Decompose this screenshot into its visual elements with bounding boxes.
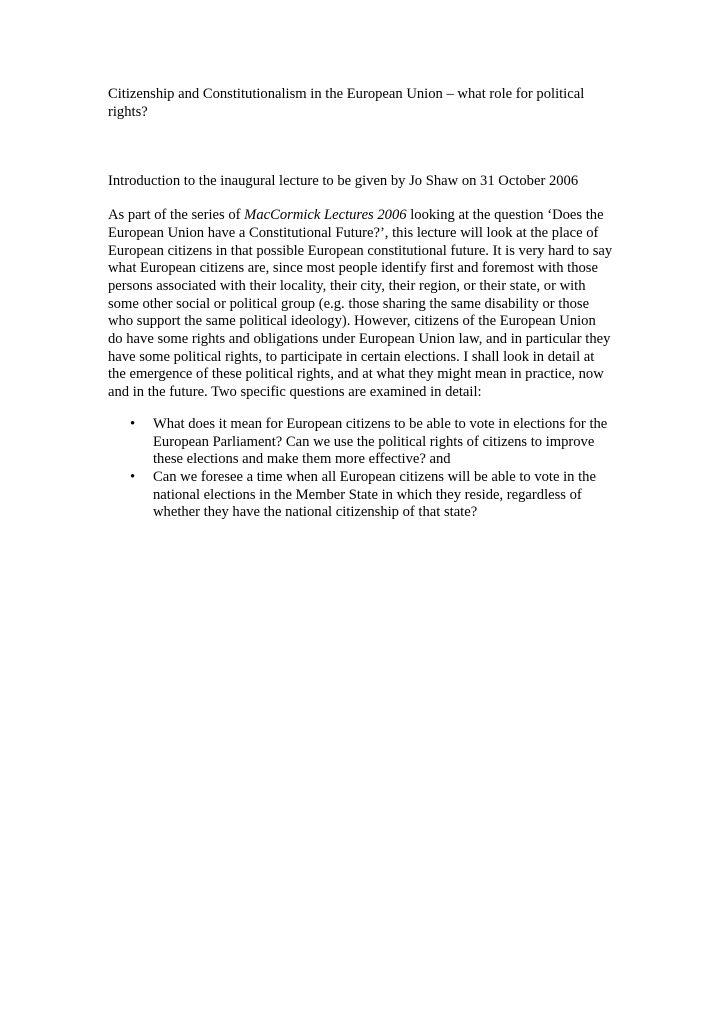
bullet-icon: • — [130, 468, 136, 485]
question-text: What does it mean for European citizens to be able to vote in elections for the European Parliament? Can we use the political rights of citizens to improve these elections and make them more effective? and — [153, 415, 608, 468]
question-text: Can we foresee a time when all European citizens will be able to vote in the national elections in the Member State in which they reside, regardless of whether they have the national citizenship of that state? — [153, 468, 596, 521]
list-item — [108, 469, 613, 522]
document-title: Citizenship and Constitutionalism in the European Union – what role for political rights? — [108, 86, 585, 120]
bullet-icon: • — [130, 415, 136, 432]
paragraph-text-rest: looking at the question ‘Does the European Union have a Constitutional Future?’, this lecture will look at the place of European citizens in that possible European constitutional future. It is very hard to say what European citizens are, since most people identify first and foremost with those persons associated with their locality, their city, their region, or their state, or with some other social or political group (e.g. those sharing the same disability or those who support the same political ideology). However, citizens of the European Union do have some rights and obligations under European Union law, and in particular they have some political rights, to participate in certain elections. I shall look in detail at the emergence of these political rights, and at what they might mean in practice, now and in the future. Two specific questions are examined in detail: — [108, 207, 613, 401]
body-paragraph — [108, 207, 613, 402]
document-page — [108, 86, 613, 522]
paragraph-text-start: As part of the series of — [108, 207, 245, 224]
list-item — [108, 416, 613, 469]
lecture-series-name: MacCormick Lectures 2006 — [244, 207, 407, 224]
question-list — [108, 416, 613, 522]
intro-line: Introduction to the inaugural lecture to be given by Jo Shaw on 31 October 2006 — [108, 173, 579, 190]
